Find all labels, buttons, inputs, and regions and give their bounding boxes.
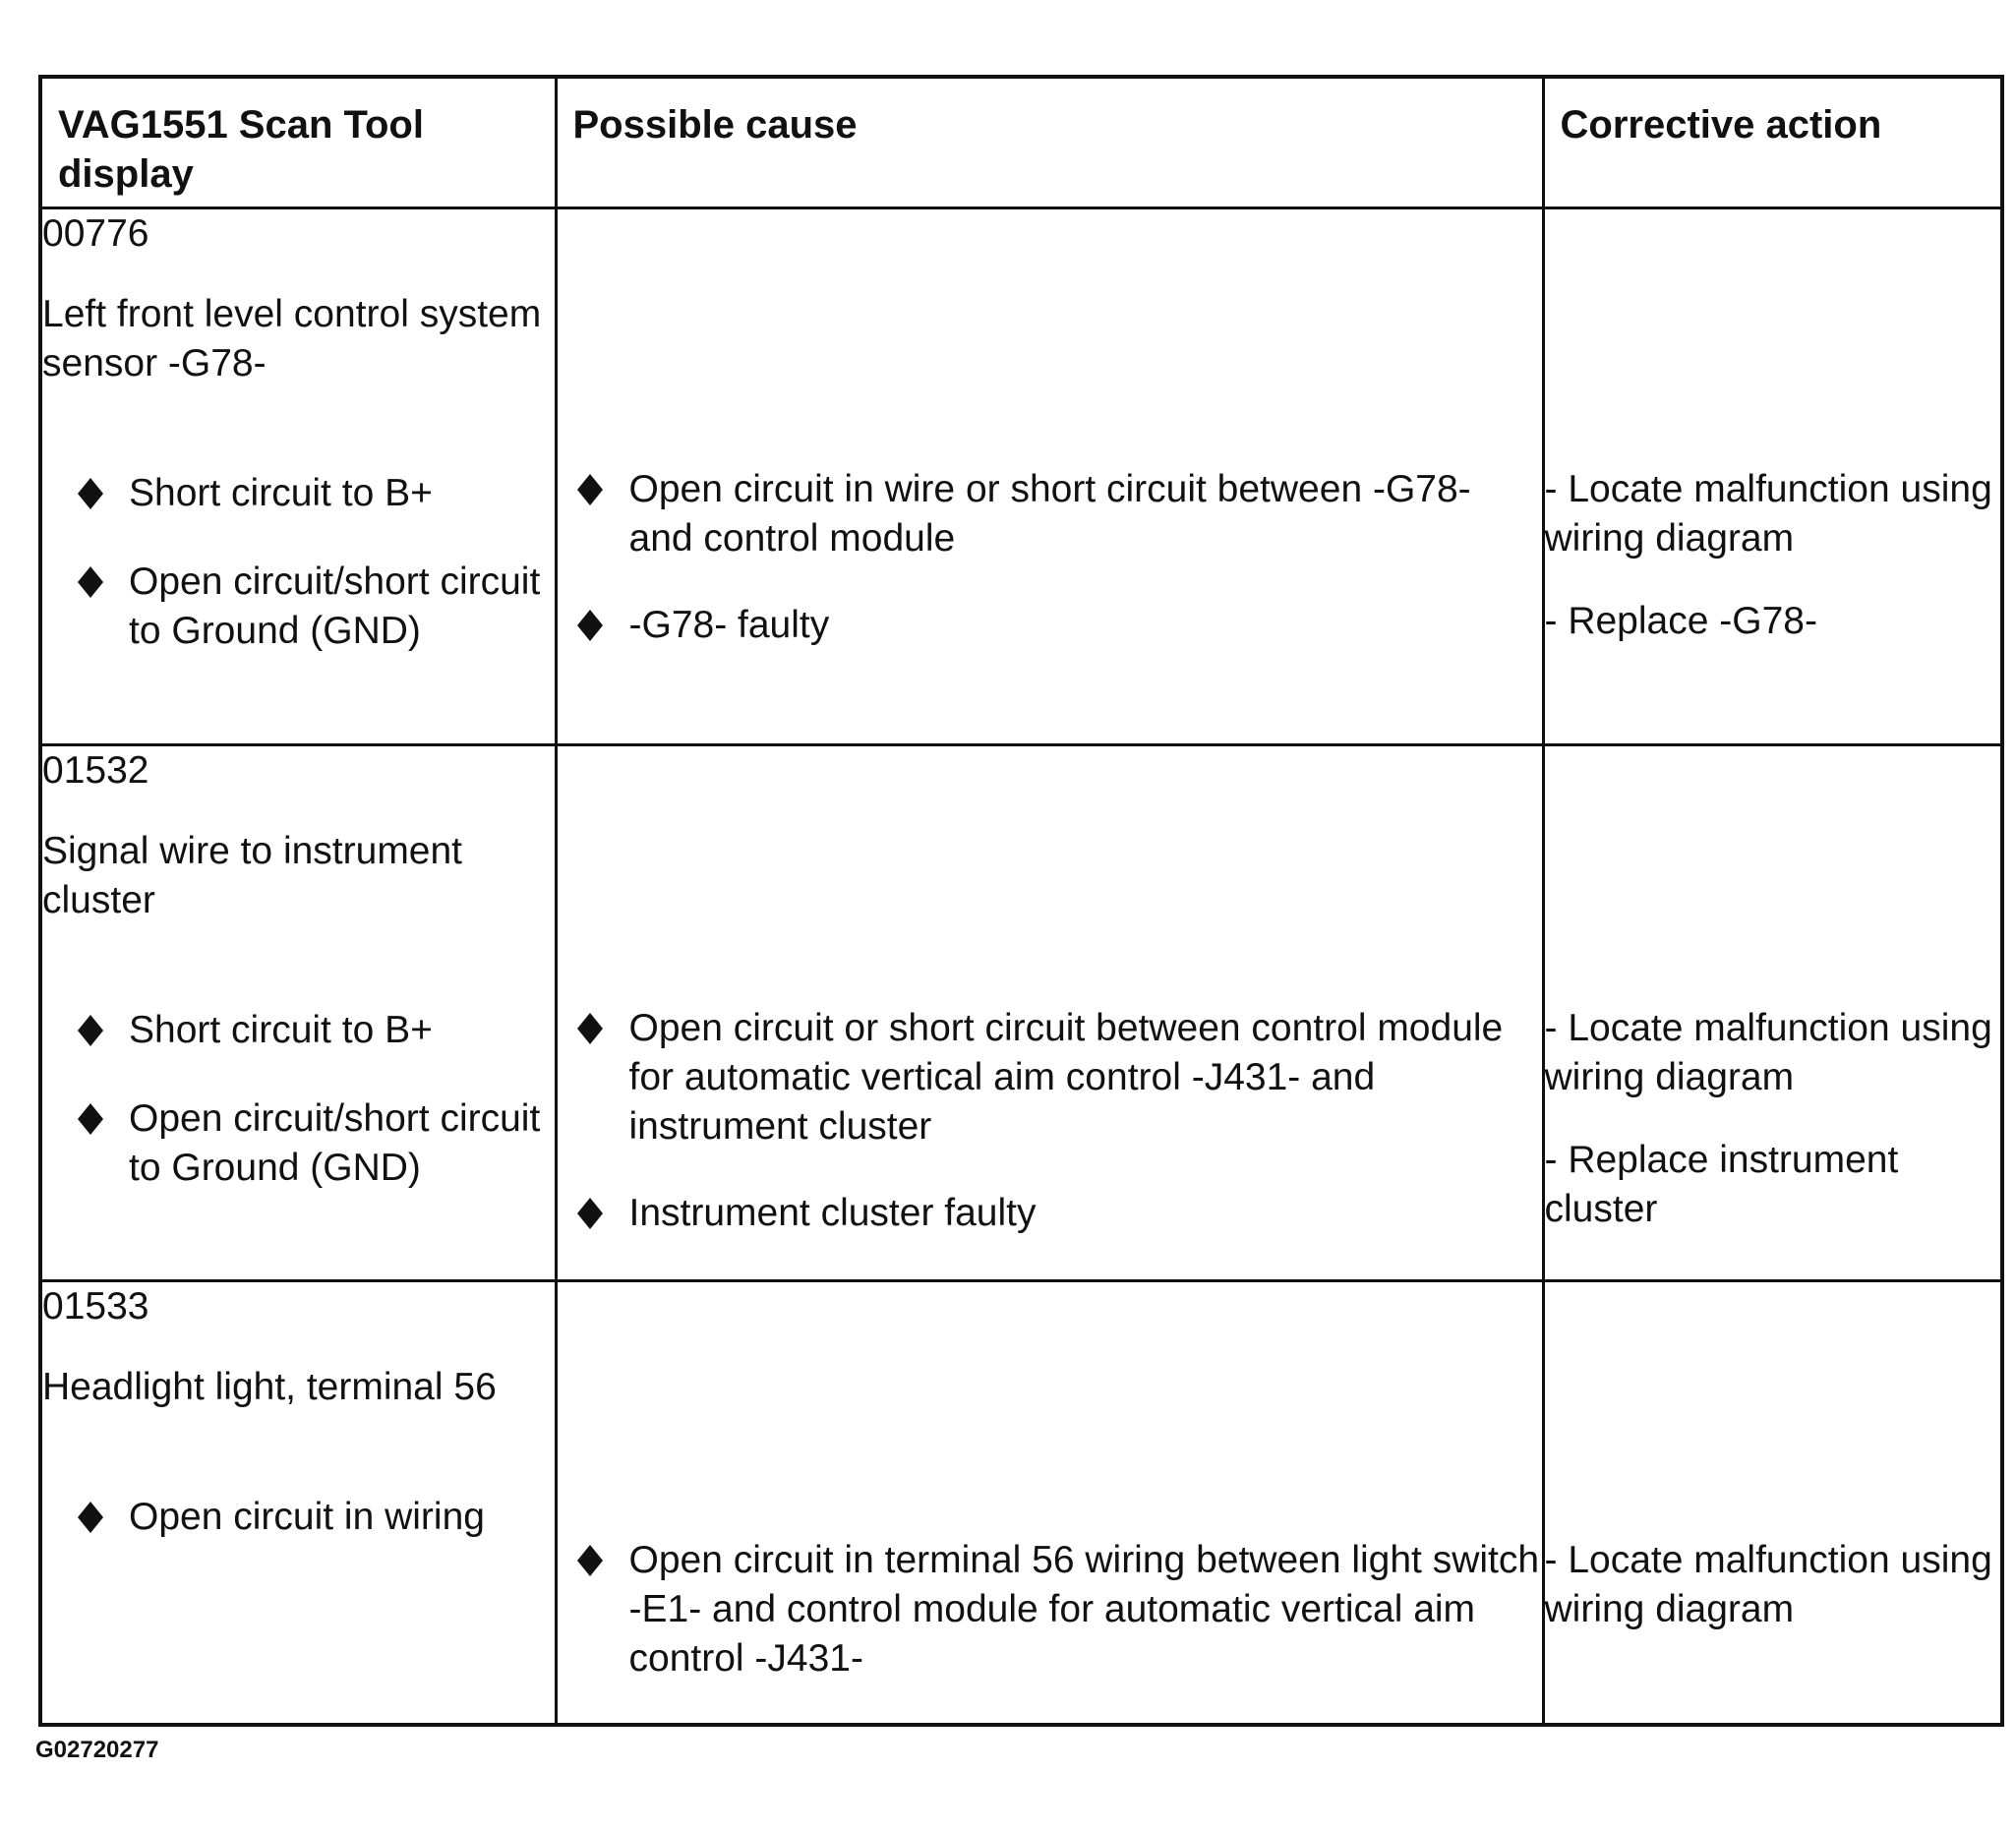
header-display: VAG1551 Scan Tool display xyxy=(40,77,556,207)
table-row xyxy=(40,207,2002,744)
symptom-list xyxy=(42,469,555,656)
fault-description: Left front level control system sensor -G78- xyxy=(42,292,542,384)
diamond-bullet-icon xyxy=(577,465,603,514)
action-item: - Replace instrument cluster xyxy=(1544,1138,1899,1230)
list-item: Short circuit to B+ xyxy=(42,1006,555,1055)
list-item: Open circuit/short circuit to Ground (GND) xyxy=(42,558,555,656)
action-cell xyxy=(1543,207,2002,744)
list-item: Open circuit in terminal 56 wiring between light switch -E1- and control module for automatic vertical aim control -J431- xyxy=(558,1536,1542,1683)
diamond-bullet-icon xyxy=(577,1189,603,1238)
action-cell xyxy=(1543,744,2002,1281)
diamond-bullet-icon xyxy=(577,1536,603,1585)
fault-code: 00776 xyxy=(42,211,149,255)
action-item: - Locate malfunction using wiring diagram xyxy=(1544,1539,1992,1631)
table-header-row xyxy=(40,77,2002,207)
cause-list xyxy=(558,1536,1542,1683)
header-cause: Possible cause xyxy=(556,77,1543,207)
list-item: -G78- faulty xyxy=(558,601,1542,650)
list-item: Instrument cluster faulty xyxy=(558,1189,1542,1238)
display-cell xyxy=(40,744,556,1281)
action-item: - Locate malfunction using wiring diagram xyxy=(1544,467,1992,560)
cause-list xyxy=(558,465,1542,650)
action-cell xyxy=(1543,1281,2002,1725)
list-item: Open circuit or short circuit between control module for automatic vertical aim control -J431- and instrument cluster xyxy=(558,1004,1542,1151)
diamond-bullet-icon xyxy=(78,469,103,518)
cause-cell xyxy=(556,744,1543,1281)
cause-list xyxy=(558,1004,1542,1238)
cause-cell xyxy=(556,1281,1543,1725)
action-item: - Locate malfunction using wiring diagram xyxy=(1544,1006,1992,1098)
fault-code: 01533 xyxy=(42,1285,149,1328)
diamond-bullet-icon xyxy=(78,1006,103,1055)
fault-code: 01532 xyxy=(42,748,149,792)
table-row xyxy=(40,1281,2002,1725)
symptom-list xyxy=(42,1006,555,1193)
diamond-bullet-icon xyxy=(577,601,603,650)
diamond-bullet-icon xyxy=(78,558,103,607)
list-item: Open circuit in wiring xyxy=(42,1493,555,1542)
cause-cell xyxy=(556,207,1543,744)
diagnostic-table xyxy=(38,75,2004,1727)
display-cell xyxy=(40,1281,556,1725)
fault-description: Headlight light, terminal 56 xyxy=(42,1366,497,1409)
diamond-bullet-icon xyxy=(78,1493,103,1542)
table-row xyxy=(40,744,2002,1281)
figure-id: G02720277 xyxy=(35,1737,159,1763)
fault-description: Signal wire to instrument cluster xyxy=(42,829,463,921)
header-action: Corrective action xyxy=(1543,77,2002,207)
diamond-bullet-icon xyxy=(577,1004,603,1053)
display-cell xyxy=(40,207,556,744)
list-item: Open circuit/short circuit to Ground (GND) xyxy=(42,1094,555,1193)
list-item: Open circuit in wire or short circuit between -G78- and control module xyxy=(558,465,1542,563)
diamond-bullet-icon xyxy=(78,1094,103,1144)
list-item: Short circuit to B+ xyxy=(42,469,555,518)
symptom-list xyxy=(42,1493,555,1542)
action-item: - Replace -G78- xyxy=(1544,599,1817,642)
